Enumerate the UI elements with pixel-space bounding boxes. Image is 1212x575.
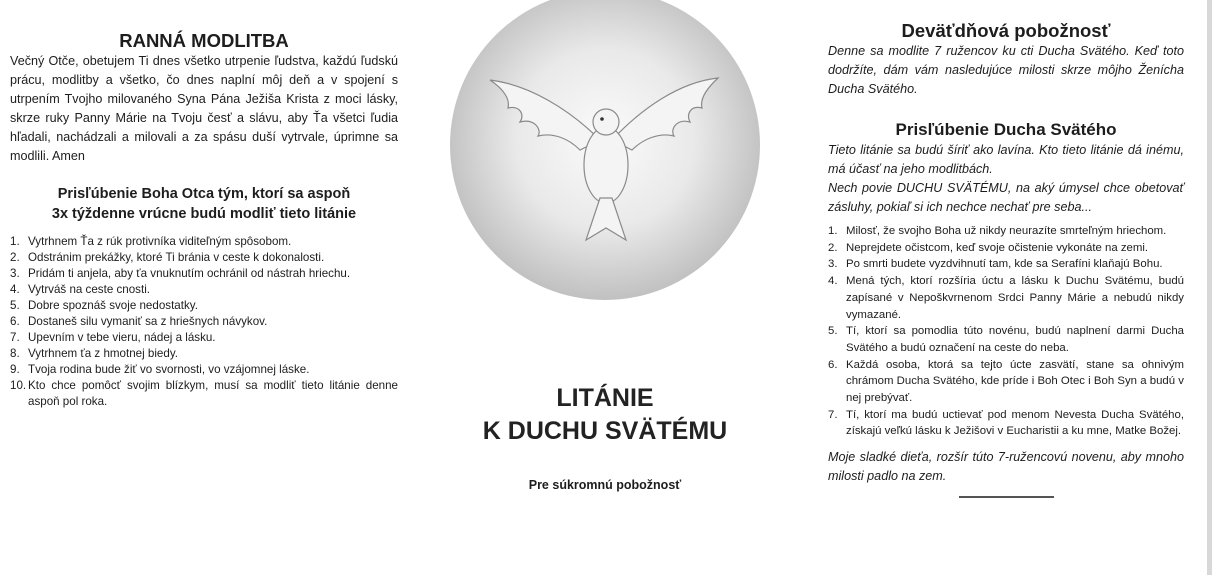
list-item — [10, 298, 398, 314]
list-item — [10, 346, 398, 362]
father-promises-title-line2: 3x týždenne vrúcne budú modliť tieto litánie — [51, 206, 357, 222]
list-item-text: Pridám ti anjela, aby ťa vnuknutím ochránil od nástrah hriechu. — [28, 267, 351, 280]
list-item-text: Vytrváš na ceste cnosti. — [28, 283, 151, 296]
novena-intro: Denne sa modlite 7 ružencov ku cti Ducha Svätého. Keď toto dodržíte, dám vám nasledujúce milosti skrze môjho Ženícha Ducha Svätého. — [828, 44, 1184, 96]
list-item — [10, 282, 398, 298]
list-item — [10, 330, 398, 346]
subtitle: Pre súkromnú pobožnosť — [528, 478, 682, 492]
list-item-text: Neprejdete očistcom, keď svoje očistenie vykonáte na zemi. — [846, 241, 1149, 254]
list-item-text: Odstránim prekážky, ktoré Ti bránia v ceste k dokonalosti. — [28, 251, 325, 264]
closing-text: Moje sladké dieťa, rozšír túto 7-ružencovú novenu, aby mnoho milosti padlo na zem. — [828, 450, 1184, 484]
center-panel — [410, 0, 800, 575]
list-item-number: 1. — [10, 235, 20, 248]
list-item-text: Dobre spoznáš svoje nedostatky. — [28, 299, 198, 312]
list-item-text: Milosť, že svojho Boha už nikdy neurazíte smrteľným hriechom. — [846, 225, 1167, 237]
list-item-number: 6. — [828, 358, 838, 371]
list-item — [10, 314, 398, 330]
spirit-promises-intro-2: Nech povie DUCHU SVÄTÉMU, na aký úmysel chce obetovať zásluhy, pokiaľ si ich nechce nechať pre seba... — [828, 181, 1184, 214]
morning-prayer-title: RANNÁ MODLITBA — [119, 30, 289, 51]
list-item-text: Mená tých, ktorí rozšíria úctu a lásku k Duchu Svätému, budú zapísané v Nepoškvrnenom Srdci Panny Márie a nebudú nikdy vymazané. — [846, 275, 1184, 321]
list-item — [828, 273, 1184, 323]
list-item-text: Tvoja rodina bude žiť vo svornosti, vo vzájomnej láske. — [28, 363, 310, 376]
morning-prayer-text: Večný Otče, obetujem Ti dnes všetko utrpenie ľudstva, každú ľudskú prácu, modlitby a všetko, čo dnes naplní môj deň a v spojení s utrpením Tvojho milovaného Syna Pána Ježiša Krista z moci lásky, skrze ruky Panny Márie na Tvoju česť a slávu, aby Ťa všetci ľudia hľadali, nachádzali a milovali a za spásu duší vytrvale, úprimne sa modlili. Amen — [10, 54, 398, 163]
main-title — [410, 382, 800, 448]
list-item-number: 7. — [10, 331, 20, 344]
list-item-text: Kto chce pomôcť svojim blízkym, musí sa modliť tieto litánie denne aspoň pol roka. — [28, 379, 398, 408]
list-item-text: Vytrhnem Ťa z rúk protivníka viditeľným spôsobom. — [28, 235, 292, 248]
list-item — [10, 362, 398, 378]
list-item — [10, 234, 398, 250]
list-item-number: 1. — [828, 225, 838, 237]
divider — [959, 496, 1054, 498]
list-item-number: 3. — [10, 267, 20, 280]
list-item-number: 2. — [10, 251, 20, 264]
list-item-number: 9. — [10, 363, 20, 376]
list-item-text: Každá osoba, ktorá sa tejto úcte zasvätí, stane sa ohnivým chrámom Ducha Svätého, kde príde i Boh Otec i Boh Syn a budú v nej prebývať. — [846, 358, 1184, 405]
novena-title: Deväťdňová pobožnosť — [901, 20, 1111, 41]
spirit-promises-list — [828, 223, 1184, 440]
list-item-number: 8. — [10, 347, 20, 360]
main-title-line2: K DUCHU SVÄTÉMU — [482, 417, 728, 445]
list-item — [10, 250, 398, 266]
list-item-text: Tí, ktorí sa pomodlia túto novénu, budú naplnení darmi Ducha Svätého a budú označení na ceste do neba. — [846, 325, 1184, 354]
right-panel — [828, 0, 1184, 498]
list-item-number: 5. — [10, 299, 20, 312]
list-item — [10, 266, 398, 282]
list-item-number: 7. — [828, 408, 838, 421]
father-promises-title-line1: Prisľúbenie Boha Otca tým, ktorí sa aspoň — [57, 186, 351, 202]
list-item — [828, 240, 1184, 257]
page-edge-bar — [1207, 0, 1212, 575]
left-panel — [10, 0, 398, 410]
spirit-promises-intro-1: Tieto litánie sa budú šíriť ako lavína. Kto tieto litánie dá inému, má účasť na jeho modlitbách. — [828, 143, 1184, 176]
list-item-number: 2. — [828, 241, 838, 254]
father-promises-list — [10, 234, 398, 410]
list-item-text: Dostaneš silu vymaniť sa z hriešnych návykov. — [28, 315, 268, 328]
list-item — [828, 407, 1184, 440]
list-item-text: Tí, ktorí ma budú uctievať pod menom Nevesta Ducha Svätého, získajú veľkú lásku k Ježišovi v Eucharistii a ku mne, Matke Božej. — [846, 408, 1184, 438]
list-item — [10, 378, 398, 410]
spirit-promises-title: Prisľúbenie Ducha Svätého — [895, 120, 1117, 139]
list-item-text: Upevním v tebe vieru, nádej a lásku. — [28, 331, 216, 344]
list-item-number: 4. — [10, 283, 20, 296]
list-item-text: Po smrti budete vyzdvihnutí tam, kde sa Serafíni klaňajú Bohu. — [846, 258, 1163, 271]
list-item-number: 5. — [828, 325, 838, 338]
dove-icon — [450, 0, 760, 300]
list-item-text: Vytrhnem ťa z hmotnej biedy. — [28, 347, 178, 360]
list-item — [828, 357, 1184, 407]
father-promises-title — [10, 184, 398, 224]
list-item — [828, 323, 1184, 356]
list-item — [828, 223, 1184, 240]
main-title-line1: LITÁNIE — [556, 384, 654, 412]
list-item-number: 4. — [828, 275, 838, 288]
list-item-number: 3. — [828, 258, 838, 271]
list-item — [828, 256, 1184, 273]
list-item-number: 10. — [10, 379, 27, 392]
list-item-number: 6. — [10, 315, 20, 328]
